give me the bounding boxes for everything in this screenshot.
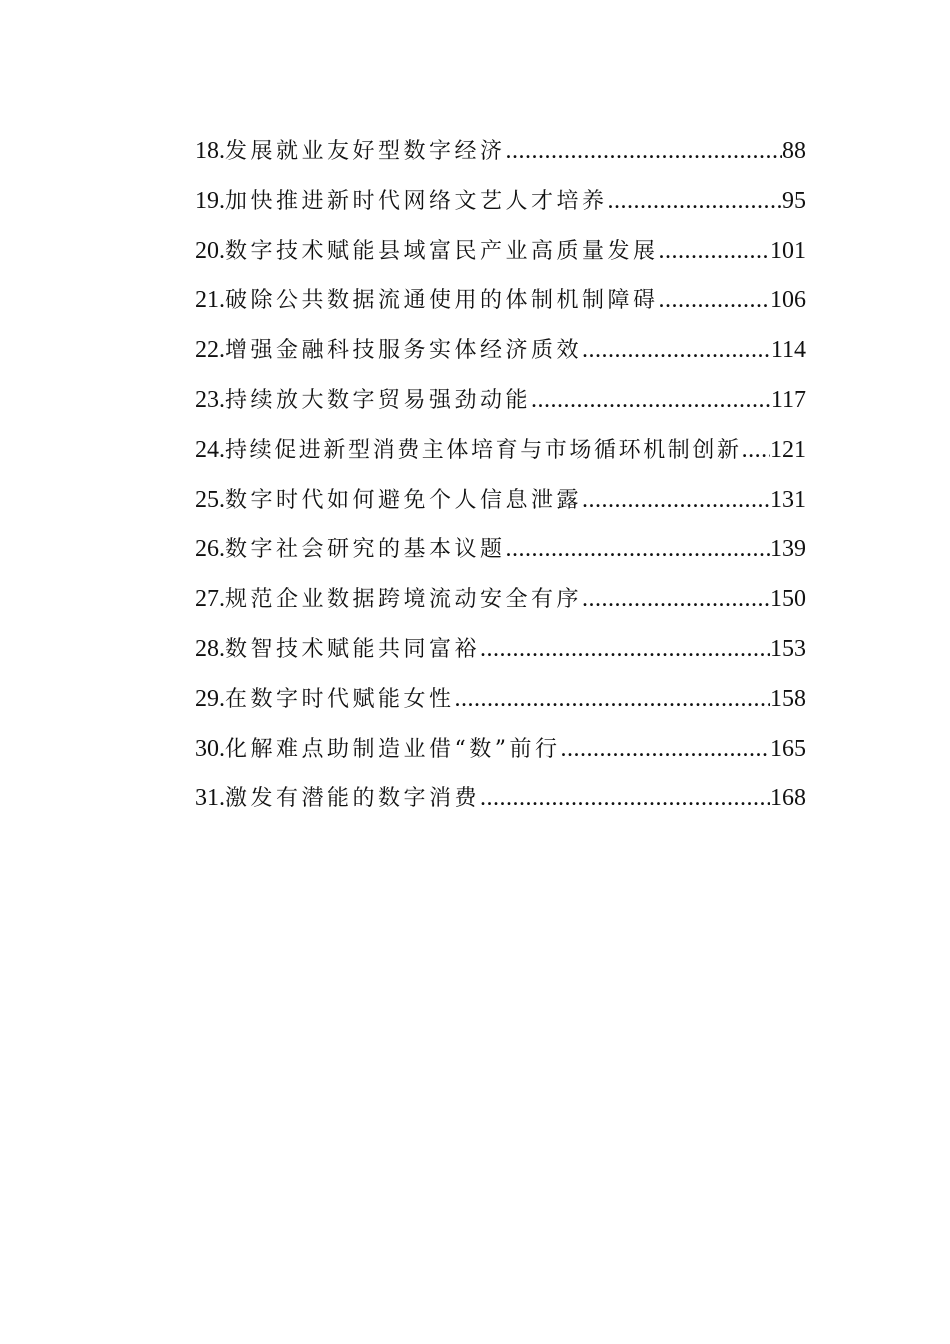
dot-leader — [582, 578, 770, 620]
toc-entry[interactable] — [195, 230, 806, 280]
entry-number: 23. — [195, 386, 225, 413]
toc-entry[interactable] — [195, 329, 806, 379]
entry-page-number: 114 — [770, 337, 806, 364]
toc-entry[interactable] — [195, 728, 806, 778]
table-of-contents — [195, 130, 806, 827]
toc-entry[interactable] — [195, 379, 806, 429]
toc-entry[interactable] — [195, 279, 806, 329]
entry-page-number: 153 — [770, 635, 806, 662]
entry-number: 31. — [195, 785, 225, 812]
toc-entry[interactable] — [195, 429, 806, 479]
dot-leader — [659, 279, 770, 321]
entry-number: 30. — [195, 735, 225, 762]
dot-leader — [480, 628, 770, 670]
entry-number: 24. — [195, 436, 225, 463]
entry-title: 数智技术赋能共同富裕 — [225, 636, 481, 662]
entry-page-number: 165 — [770, 735, 806, 762]
toc-entry[interactable] — [195, 180, 806, 230]
entry-page-number: 117 — [770, 386, 806, 413]
toc-entry[interactable] — [195, 528, 806, 578]
entry-title: 化解难点助制造业借“数”前行 — [225, 736, 561, 762]
dot-leader — [582, 479, 770, 521]
dot-leader — [561, 728, 771, 770]
toc-entry[interactable] — [195, 479, 806, 529]
toc-entry[interactable] — [195, 578, 806, 628]
dot-leader — [742, 429, 770, 471]
entry-number: 25. — [195, 486, 225, 513]
entry-title: 规范企业数据跨境流动安全有序 — [225, 587, 583, 613]
entry-title: 在数字时代赋能女性 — [225, 686, 455, 712]
entry-page-number: 158 — [770, 685, 806, 712]
toc-entry[interactable] — [195, 678, 806, 728]
entry-number: 21. — [195, 287, 225, 314]
entry-number: 18. — [195, 138, 225, 164]
entry-page-number: 121 — [770, 436, 806, 463]
entry-title: 持续放大数字贸易强劲动能 — [225, 387, 532, 413]
entry-number: 28. — [195, 635, 225, 662]
entry-page-number: 168 — [770, 785, 806, 812]
entry-number: 20. — [195, 237, 225, 264]
entry-title: 增强金融科技服务实体经济质效 — [225, 338, 583, 364]
entry-number: 26. — [195, 536, 225, 563]
entry-title: 数字社会研究的基本议题 — [225, 537, 506, 563]
entry-page-number: 95 — [782, 187, 806, 214]
entry-title: 激发有潜能的数字消费 — [225, 786, 481, 812]
entry-page-number: 131 — [770, 486, 806, 513]
entry-page-number: 150 — [770, 586, 806, 613]
entry-title: 发展就业友好型数字经济 — [225, 139, 506, 164]
entry-title: 加快推进新时代网络文艺人才培养 — [225, 188, 608, 214]
entry-number: 19. — [195, 187, 225, 214]
entry-number: 22. — [195, 337, 225, 364]
entry-page-number: 88 — [782, 138, 806, 164]
dot-leader — [582, 329, 771, 371]
entry-title: 破除公共数据流通使用的体制机制障碍 — [225, 288, 659, 314]
toc-entry[interactable] — [195, 628, 806, 678]
toc-entry[interactable] — [195, 130, 806, 180]
dot-leader — [608, 180, 782, 222]
entry-number: 29. — [195, 685, 225, 712]
dot-leader — [455, 678, 770, 720]
toc-entry[interactable] — [195, 777, 806, 827]
entry-page-number: 139 — [770, 536, 806, 563]
entry-page-number: 106 — [770, 287, 806, 314]
entry-title: 持续促进新型消费主体培育与市场循环机制创新 — [225, 437, 742, 463]
dot-leader — [531, 379, 771, 421]
entry-title: 数字时代如何避免个人信息泄露 — [225, 487, 583, 513]
entry-title: 数字技术赋能县域富民产业高质量发展 — [225, 238, 659, 264]
entry-page-number: 101 — [770, 237, 806, 264]
dot-leader — [506, 130, 782, 172]
dot-leader — [506, 528, 770, 570]
entry-number: 27. — [195, 586, 225, 613]
dot-leader — [659, 230, 770, 272]
dot-leader — [480, 777, 770, 819]
